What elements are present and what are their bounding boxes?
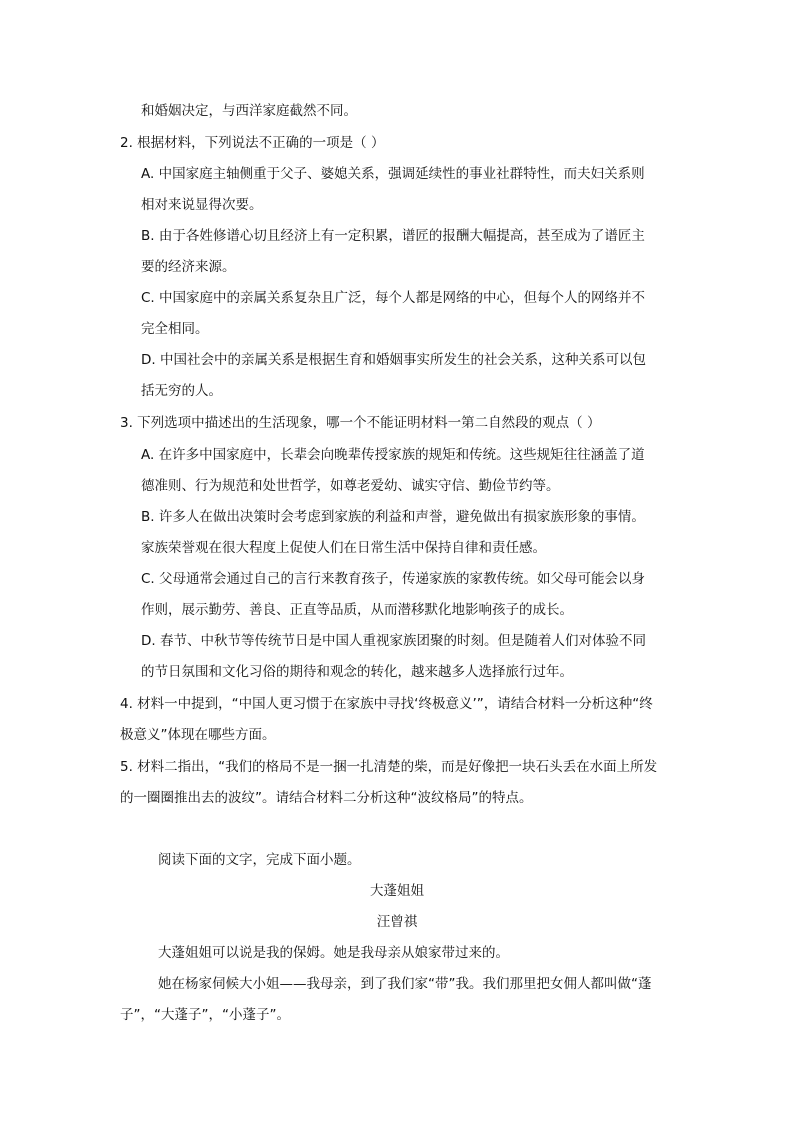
question-2: 2. 根据材料，下列说法不正确的一项是（ ） (120, 135, 385, 151)
option-2b: B. 由于各姓修谱心切且经济上有一定积累，谱匠的报酬大幅提高，甚至成为了谱匠主 (141, 228, 645, 244)
option-3a-cont: 德准则、行为规范和处世哲学，如尊老爱幼、诚实守信、勤俭节约等。 (141, 478, 560, 494)
option-2a-cont: 相对来说显得次要。 (141, 197, 263, 213)
option-3c-cont: 作则，展示勤劳、善良、正直等品质，从而潜移默化地影响孩子的成长。 (141, 602, 573, 618)
passage-title: 大蓬姐姐 (370, 883, 424, 899)
passage-paragraph-1: 大蓬姐姐可以说是我的保姆。她是我母亲从娘家带过来的。 (158, 945, 509, 961)
option-2b-cont: 要的经济来源。 (141, 259, 236, 275)
passage-paragraph-2-cont: 子”，“大蓬子”，“小蓬子”。 (120, 1007, 290, 1023)
option-3d: D. 春节、中秋节等传统节日是中国人重视家族团聚的时刻。但是随着人们对体验不同 (141, 633, 646, 649)
option-2c: C. 中国家庭中的亲属关系复杂且广泛，每个人都是网络的中心，但每个人的网络并不 (141, 290, 646, 306)
passage-author: 汪曾祺 (376, 914, 418, 930)
reading-instruction: 阅读下面的文字，完成下面小题。 (158, 852, 361, 868)
question-4-cont: 极意义”体现在哪些方面。 (120, 727, 276, 743)
option-3b: B. 许多人在做出决策时会考虑到家族的利益和声誉，避免做出有损家族形象的事情。 (141, 509, 645, 525)
text-line-continuation: 和婚姻决定，与西洋家庭截然不同。 (141, 103, 357, 119)
question-5: 5. 材料二指出，“我们的格局不是一捆一扎清楚的柴，而是好像把一块石头丢在水面上所发 (120, 759, 658, 775)
option-2d: D. 中国社会中的亲属关系是根据生育和婚姻事实所发生的社会关系，这种关系可以包 (141, 352, 646, 368)
option-3c: C. 父母通常会通过自己的言行来教育孩子，传递家族的家教传统。如父母可能会以身 (141, 571, 646, 587)
option-2c-cont: 完全相同。 (141, 321, 209, 337)
question-5-cont: 的一圈圈推出去的波纹”。请结合材料二分析这种“波纹格局”的特点。 (120, 790, 533, 806)
option-3b-cont: 家族荣誉观在很大程度上促使人们在日常生活中保持自律和责任感。 (141, 540, 546, 556)
option-3a: A. 在许多中国家庭中，长辈会向晚辈传授家族的规矩和传统。这些规矩往往涵盖了道 (141, 447, 645, 463)
option-3d-cont: 的节日氛围和文化习俗的期待和观念的转化，越来越多人选择旅行过年。 (141, 664, 573, 680)
option-2d-cont: 括无穷的人。 (141, 383, 222, 399)
option-2a: A. 中国家庭主轴侧重于父子、婆媳关系，强调延续性的事业社群特性，而夫妇关系则 (141, 166, 645, 182)
question-3: 3. 下列选项中描述出的生活现象，哪一个不能证明材料一第二自然段的观点（ ） (120, 415, 601, 431)
question-4: 4. 材料一中提到，“中国人更习惯于在家族中寻找‘终极意义’”，请结合材料一分析这种“终 (120, 696, 653, 712)
passage-paragraph-2: 她在杨家伺候大小姐——我母亲，到了我们家“带”我。我们那里把女佣人都叫做“蓬 (158, 976, 652, 992)
